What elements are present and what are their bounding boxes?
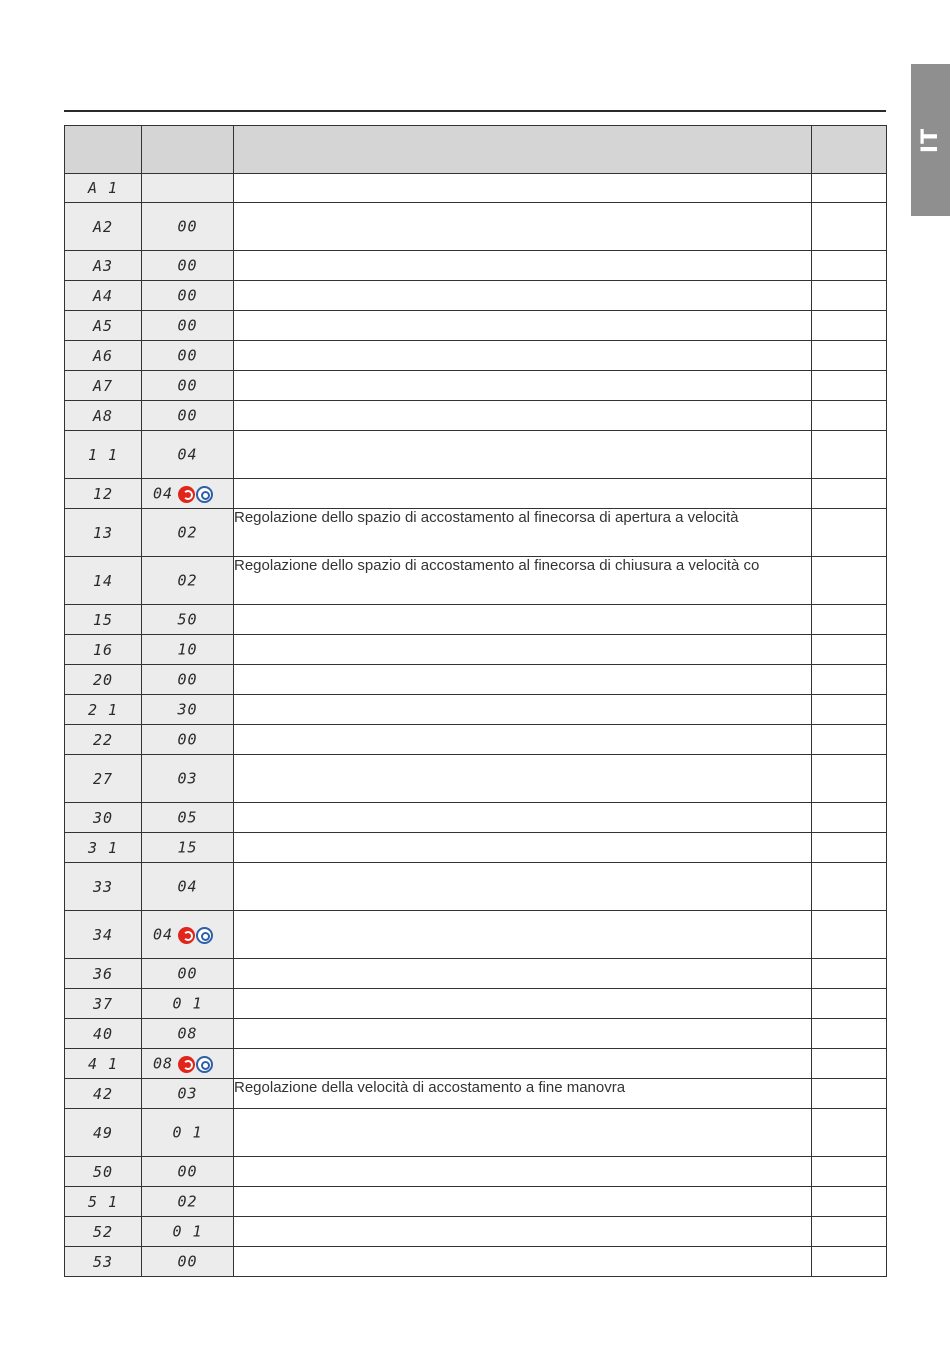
default-value: 00 <box>177 286 198 305</box>
language-tab <box>911 64 950 216</box>
parameter-extra-cell <box>812 341 887 371</box>
parameter-description <box>234 251 812 281</box>
table-row <box>65 695 887 725</box>
header-rule <box>64 110 886 112</box>
default-value: 15 <box>177 838 198 857</box>
default-value-cell <box>142 695 234 725</box>
default-value: 02 <box>177 571 198 590</box>
parameter-code: 34 <box>65 911 142 959</box>
parameter-code: 36 <box>65 959 142 989</box>
default-value: 04 <box>177 877 198 896</box>
default-value-cell <box>142 174 234 203</box>
parameter-code: 15 <box>65 605 142 635</box>
parameter-description <box>234 1049 812 1079</box>
speed-icons <box>178 926 213 944</box>
parameter-code: 30 <box>65 803 142 833</box>
table-row <box>65 174 887 203</box>
table-row <box>65 1157 887 1187</box>
parameter-description <box>234 371 812 401</box>
slow-speed-icon <box>196 486 213 503</box>
parameter-description <box>234 341 812 371</box>
default-value-cell <box>142 401 234 431</box>
table-row <box>65 989 887 1019</box>
parameter-extra-cell <box>812 755 887 803</box>
table-row <box>65 665 887 695</box>
table-row <box>65 725 887 755</box>
speed-icons <box>178 485 213 503</box>
default-value-cell <box>142 605 234 635</box>
parameter-extra-cell <box>812 174 887 203</box>
language-tab-label: IT <box>917 127 943 153</box>
parameter-description <box>234 635 812 665</box>
parameter-description <box>234 1157 812 1187</box>
default-value-cell <box>142 1247 234 1277</box>
parameters-table <box>64 125 887 1277</box>
parameter-description <box>234 863 812 911</box>
default-value: 00 <box>177 1162 198 1181</box>
default-value: 0 1 <box>172 1123 203 1142</box>
default-value: 00 <box>177 730 198 749</box>
default-value-cell <box>142 1157 234 1187</box>
parameter-description <box>234 281 812 311</box>
parameter-extra-cell <box>812 635 887 665</box>
parameter-code: A7 <box>65 371 142 401</box>
default-value: 00 <box>177 346 198 365</box>
parameter-description <box>234 1187 812 1217</box>
table-row <box>65 1217 887 1247</box>
default-value: 50 <box>177 610 198 629</box>
parameter-description <box>234 311 812 341</box>
parameter-extra-cell <box>812 959 887 989</box>
parameter-extra-cell <box>812 833 887 863</box>
default-value: 08 <box>153 1054 174 1073</box>
parameter-extra-cell <box>812 431 887 479</box>
table-row <box>65 479 887 509</box>
parameter-extra-cell <box>812 371 887 401</box>
parameter-extra-cell <box>812 911 887 959</box>
default-value: 00 <box>177 316 198 335</box>
default-value-cell <box>142 281 234 311</box>
parameter-description <box>234 989 812 1019</box>
parameter-extra-cell <box>812 203 887 251</box>
default-value: 00 <box>177 964 198 983</box>
table-row <box>65 557 887 605</box>
parameter-code: 27 <box>65 755 142 803</box>
parameter-extra-cell <box>812 803 887 833</box>
default-value: 10 <box>177 640 198 659</box>
table-row <box>65 1079 887 1109</box>
default-value: 00 <box>177 256 198 275</box>
parameter-description <box>234 1109 812 1157</box>
parameter-code: 50 <box>65 1157 142 1187</box>
default-value: 03 <box>177 1084 198 1103</box>
parameter-description: Regolazione della velocità di accostamento a fine manovra <box>234 1079 812 1109</box>
table-row <box>65 371 887 401</box>
parameter-code: 49 <box>65 1109 142 1157</box>
parameter-extra-cell <box>812 725 887 755</box>
parameter-code: 16 <box>65 635 142 665</box>
parameter-code: 4 1 <box>65 1049 142 1079</box>
table-row <box>65 311 887 341</box>
parameter-extra-cell <box>812 1019 887 1049</box>
table-row <box>65 605 887 635</box>
fast-speed-icon <box>178 486 195 503</box>
header-cell-code <box>65 126 142 174</box>
parameter-code: A8 <box>65 401 142 431</box>
parameter-extra-cell <box>812 863 887 911</box>
parameter-description <box>234 755 812 803</box>
default-value-cell <box>142 803 234 833</box>
default-value-cell <box>142 863 234 911</box>
header-cell-description <box>234 126 812 174</box>
fast-speed-icon <box>178 927 195 944</box>
parameter-extra-cell <box>812 1157 887 1187</box>
default-value: 00 <box>177 217 198 236</box>
table-row <box>65 431 887 479</box>
default-value-cell <box>142 341 234 371</box>
parameter-description: Regolazione dello spazio di accostamento al finecorsa di chiusura a velocità co <box>234 557 812 605</box>
table-row <box>65 509 887 557</box>
table-row <box>65 911 887 959</box>
parameter-extra-cell <box>812 605 887 635</box>
parameter-description <box>234 1019 812 1049</box>
parameter-extra-cell <box>812 251 887 281</box>
parameter-code: A6 <box>65 341 142 371</box>
default-value-cell <box>142 911 234 959</box>
default-value-cell <box>142 371 234 401</box>
parameter-code: 42 <box>65 1079 142 1109</box>
parameter-code: 2 1 <box>65 695 142 725</box>
default-value: 0 1 <box>172 994 203 1013</box>
parameter-description <box>234 1247 812 1277</box>
slow-speed-icon <box>196 1056 213 1073</box>
default-value: 00 <box>177 376 198 395</box>
parameter-extra-cell <box>812 1049 887 1079</box>
parameter-code: A 1 <box>65 174 142 203</box>
table-row <box>65 281 887 311</box>
parameter-extra-cell <box>812 401 887 431</box>
parameter-code: A3 <box>65 251 142 281</box>
default-value-cell <box>142 665 234 695</box>
parameter-code: 20 <box>65 665 142 695</box>
parameter-extra-cell <box>812 1187 887 1217</box>
speed-icons <box>178 1055 213 1073</box>
default-value: 08 <box>177 1024 198 1043</box>
table-row <box>65 1247 887 1277</box>
default-value: 05 <box>177 808 198 827</box>
default-value: 03 <box>177 769 198 788</box>
parameter-extra-cell <box>812 989 887 1019</box>
default-value-cell <box>142 203 234 251</box>
table-row <box>65 1187 887 1217</box>
default-value-cell <box>142 725 234 755</box>
parameter-code: 22 <box>65 725 142 755</box>
parameter-extra-cell <box>812 695 887 725</box>
parameter-description <box>234 401 812 431</box>
parameter-extra-cell <box>812 1079 887 1109</box>
default-value-cell <box>142 509 234 557</box>
table-row <box>65 1019 887 1049</box>
default-value-cell <box>142 833 234 863</box>
table-row <box>65 755 887 803</box>
header-cell-extra <box>812 126 887 174</box>
default-value-cell <box>142 311 234 341</box>
table-row <box>65 635 887 665</box>
parameter-code: 12 <box>65 479 142 509</box>
parameter-code: 40 <box>65 1019 142 1049</box>
parameter-code: 13 <box>65 509 142 557</box>
table-row <box>65 863 887 911</box>
parameter-code: 3 1 <box>65 833 142 863</box>
table-header-row <box>65 126 887 174</box>
parameter-description <box>234 725 812 755</box>
parameter-description <box>234 431 812 479</box>
parameter-code: A5 <box>65 311 142 341</box>
default-value: 04 <box>153 484 174 503</box>
default-value-cell <box>142 1079 234 1109</box>
header-cell-default <box>142 126 234 174</box>
parameter-extra-cell <box>812 1217 887 1247</box>
default-value-cell <box>142 755 234 803</box>
table-row <box>65 203 887 251</box>
parameter-description <box>234 833 812 863</box>
parameter-description <box>234 174 812 203</box>
parameter-description <box>234 605 812 635</box>
default-value-cell <box>142 959 234 989</box>
default-value-cell <box>142 1019 234 1049</box>
parameter-description <box>234 803 812 833</box>
default-value: 00 <box>177 406 198 425</box>
slow-speed-icon <box>196 927 213 944</box>
parameter-code: 33 <box>65 863 142 911</box>
table-row <box>65 803 887 833</box>
default-value-cell <box>142 431 234 479</box>
table-row <box>65 833 887 863</box>
parameter-extra-cell <box>812 311 887 341</box>
table-row <box>65 1109 887 1157</box>
table-row <box>65 959 887 989</box>
default-value-cell <box>142 1217 234 1247</box>
default-value: 00 <box>177 1252 198 1271</box>
table-row <box>65 251 887 281</box>
parameter-extra-cell <box>812 1109 887 1157</box>
default-value-cell <box>142 479 234 509</box>
default-value: 02 <box>177 1192 198 1211</box>
parameter-description <box>234 203 812 251</box>
default-value: 00 <box>177 670 198 689</box>
default-value: 30 <box>177 700 198 719</box>
default-value-cell <box>142 989 234 1019</box>
table-row <box>65 401 887 431</box>
parameter-code: 52 <box>65 1217 142 1247</box>
default-value-cell <box>142 1109 234 1157</box>
parameter-extra-cell <box>812 281 887 311</box>
fast-speed-icon <box>178 1056 195 1073</box>
default-value-cell <box>142 251 234 281</box>
default-value: 04 <box>177 445 198 464</box>
parameter-extra-cell <box>812 509 887 557</box>
parameter-code: 5 1 <box>65 1187 142 1217</box>
default-value: 02 <box>177 523 198 542</box>
parameter-description <box>234 959 812 989</box>
table-row <box>65 1049 887 1079</box>
parameter-description <box>234 1217 812 1247</box>
parameter-extra-cell <box>812 479 887 509</box>
parameter-extra-cell <box>812 665 887 695</box>
parameter-extra-cell <box>812 1247 887 1277</box>
default-value: 0 1 <box>172 1222 203 1241</box>
default-value-cell <box>142 1187 234 1217</box>
parameter-description: Regolazione dello spazio di accostamento al finecorsa di apertura a velocità <box>234 509 812 557</box>
parameter-description <box>234 665 812 695</box>
default-value-cell <box>142 635 234 665</box>
default-value: 04 <box>153 925 174 944</box>
parameter-code: 1 1 <box>65 431 142 479</box>
parameter-description <box>234 479 812 509</box>
parameter-code: 53 <box>65 1247 142 1277</box>
table-row <box>65 341 887 371</box>
default-value-cell <box>142 1049 234 1079</box>
parameter-extra-cell <box>812 557 887 605</box>
default-value-cell <box>142 557 234 605</box>
parameter-code: 14 <box>65 557 142 605</box>
parameter-code: A2 <box>65 203 142 251</box>
parameter-description <box>234 911 812 959</box>
parameter-code: A4 <box>65 281 142 311</box>
parameter-description <box>234 695 812 725</box>
parameter-code: 37 <box>65 989 142 1019</box>
